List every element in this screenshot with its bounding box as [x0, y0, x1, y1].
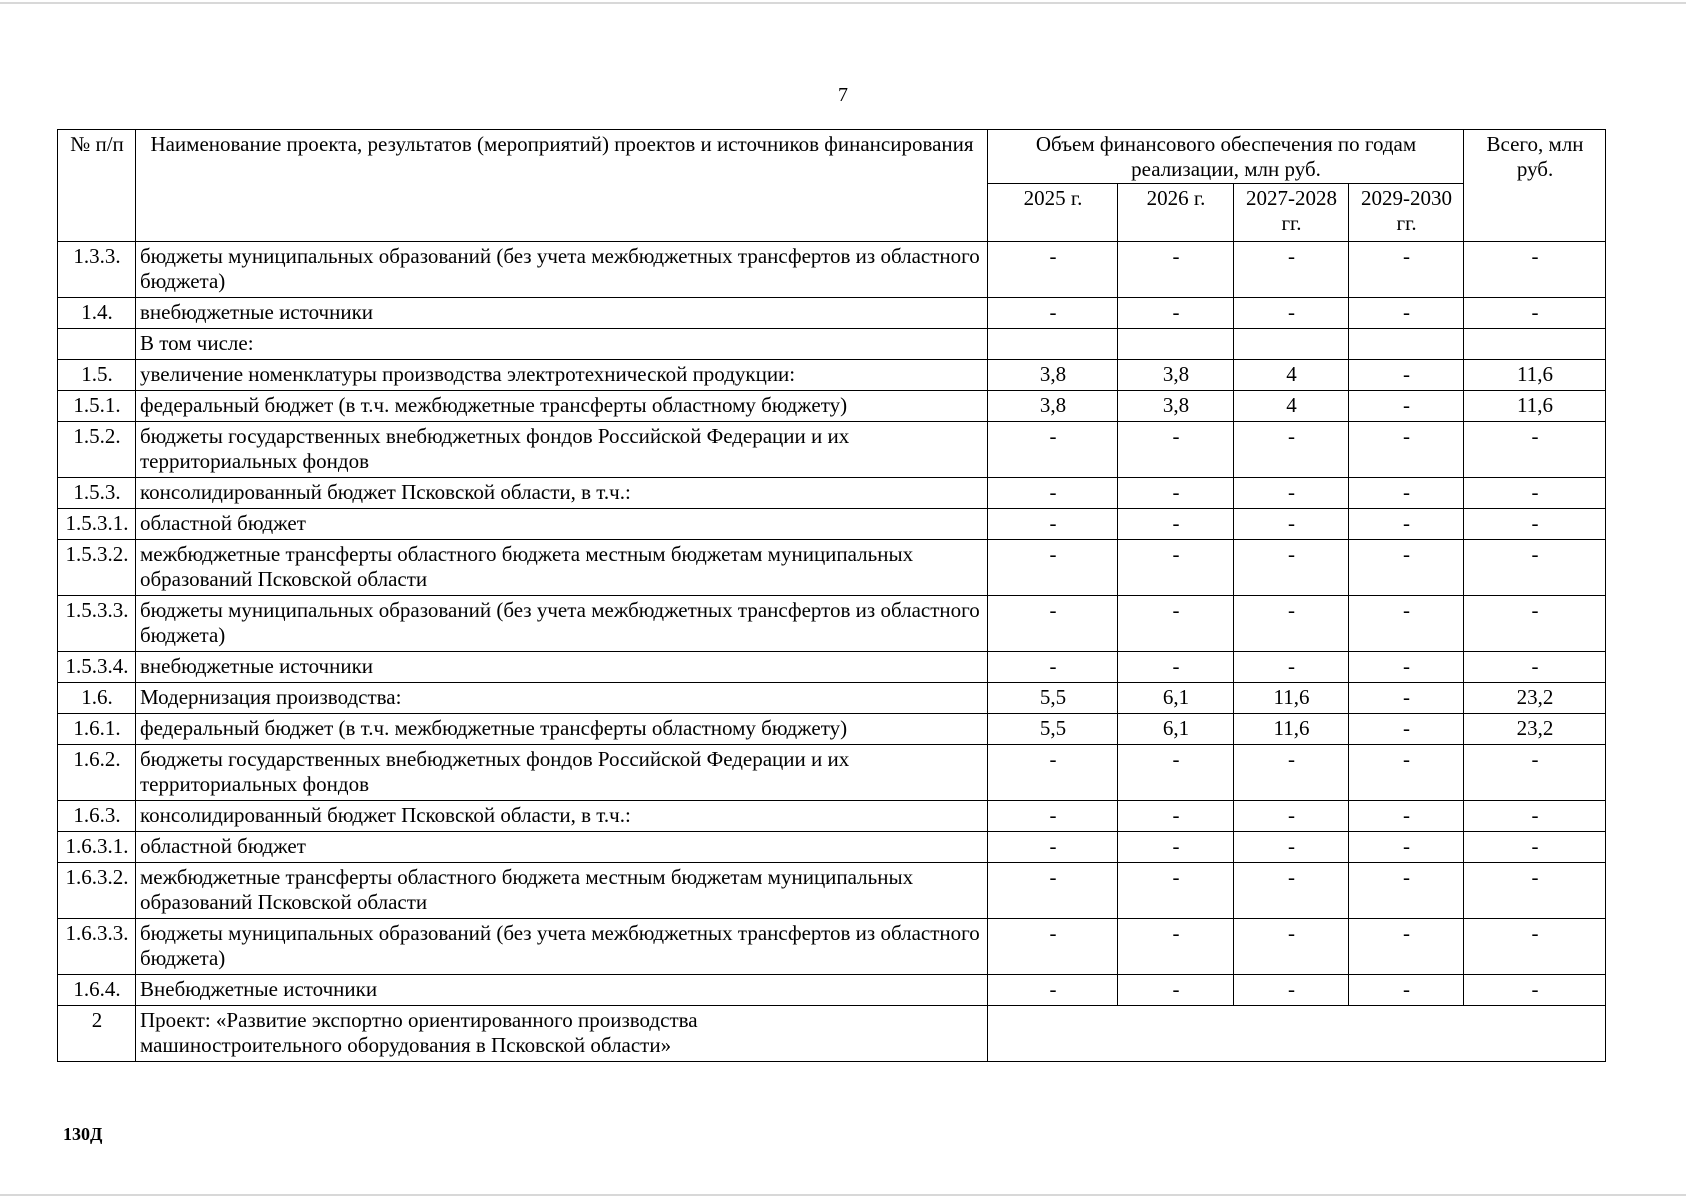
table-row: [58, 329, 1606, 360]
table-row: [58, 478, 1606, 509]
value-2029-2030: -: [1349, 360, 1464, 391]
value-total: -: [1464, 478, 1606, 509]
value-total: -: [1464, 801, 1606, 832]
value-2025: -: [988, 242, 1118, 298]
table-row: [58, 540, 1606, 596]
value-2026: -: [1118, 478, 1234, 509]
table-row: [58, 422, 1606, 478]
value-2029-2030: -: [1349, 652, 1464, 683]
row-name: увеличение номенклатуры производства электротехнической продукции:: [136, 360, 988, 391]
row-name: федеральный бюджет (в т.ч. межбюджетные трансферты областному бюджету): [136, 714, 988, 745]
project-name: Проект: «Развитие экспортно ориентированного производства машиностроительного оборудования в Псковской области»: [136, 1006, 988, 1062]
header-year-2027-2028: 2027-2028 гг.: [1234, 184, 1349, 242]
value-2025: -: [988, 919, 1118, 975]
value-2029-2030: -: [1349, 714, 1464, 745]
value-total: -: [1464, 422, 1606, 478]
table-body: [58, 242, 1606, 1062]
value-2026: -: [1118, 745, 1234, 801]
table-row: [58, 714, 1606, 745]
value-2029-2030: -: [1349, 391, 1464, 422]
value-2026: -: [1118, 975, 1234, 1006]
row-number: 1.6.4.: [58, 975, 136, 1006]
value-2026: -: [1118, 801, 1234, 832]
row-number: 1.5.3.1.: [58, 509, 136, 540]
row-number: 1.6.3.2.: [58, 863, 136, 919]
value-total: -: [1464, 863, 1606, 919]
table-row: [58, 919, 1606, 975]
value-2025: -: [988, 596, 1118, 652]
row-number: 1.5.3.3.: [58, 596, 136, 652]
value-total: 23,2: [1464, 683, 1606, 714]
table-row: [58, 596, 1606, 652]
value-2025: [988, 329, 1118, 360]
row-number: 1.6.1.: [58, 714, 136, 745]
value-total: -: [1464, 919, 1606, 975]
value-2025: -: [988, 509, 1118, 540]
value-2027-2028: 4: [1234, 360, 1349, 391]
row-number: 1.6.3.: [58, 801, 136, 832]
header-row-top: [58, 130, 1606, 184]
table-row: [58, 391, 1606, 422]
header-total: Всего, млн руб.: [1464, 130, 1606, 242]
row-number: 1.5.2.: [58, 422, 136, 478]
value-2029-2030: -: [1349, 596, 1464, 652]
value-2026: 3,8: [1118, 360, 1234, 391]
table-row: [58, 863, 1606, 919]
table-row: [58, 242, 1606, 298]
value-2027-2028: 4: [1234, 391, 1349, 422]
scan-edge-bottom: [0, 1194, 1686, 1196]
table-row: [58, 745, 1606, 801]
value-2026: -: [1118, 422, 1234, 478]
value-2025: -: [988, 745, 1118, 801]
value-2026: -: [1118, 596, 1234, 652]
value-2027-2028: -: [1234, 540, 1349, 596]
table-row: [58, 360, 1606, 391]
value-total: 11,6: [1464, 391, 1606, 422]
row-name: консолидированный бюджет Псковской области, в т.ч.:: [136, 801, 988, 832]
value-2026: 6,1: [1118, 683, 1234, 714]
row-name: межбюджетные трансферты областного бюджета местным бюджетам муниципальных образований Псковской области: [136, 540, 988, 596]
row-name: внебюджетные источники: [136, 298, 988, 329]
value-2027-2028: -: [1234, 242, 1349, 298]
value-2026: -: [1118, 863, 1234, 919]
value-2026: -: [1118, 242, 1234, 298]
value-total: -: [1464, 540, 1606, 596]
row-number: 1.5.1.: [58, 391, 136, 422]
value-total: -: [1464, 298, 1606, 329]
value-2027-2028: [1234, 329, 1349, 360]
row-number: 1.3.3.: [58, 242, 136, 298]
value-2029-2030: -: [1349, 863, 1464, 919]
row-name: Внебюджетные источники: [136, 975, 988, 1006]
value-total: 23,2: [1464, 714, 1606, 745]
value-2026: -: [1118, 540, 1234, 596]
value-2026: -: [1118, 652, 1234, 683]
row-number: 1.6.2.: [58, 745, 136, 801]
value-total: -: [1464, 832, 1606, 863]
value-2027-2028: -: [1234, 832, 1349, 863]
value-2025: -: [988, 422, 1118, 478]
value-2029-2030: -: [1349, 298, 1464, 329]
value-total: -: [1464, 242, 1606, 298]
row-number: 1.5.: [58, 360, 136, 391]
value-2029-2030: -: [1349, 478, 1464, 509]
row-number: 1.6.: [58, 683, 136, 714]
value-2027-2028: -: [1234, 478, 1349, 509]
header-name: Наименование проекта, результатов (мероприятий) проектов и источников финансирования: [136, 130, 988, 242]
value-2025: -: [988, 863, 1118, 919]
value-total: [1464, 329, 1606, 360]
row-number: 1.6.3.1.: [58, 832, 136, 863]
value-2027-2028: -: [1234, 801, 1349, 832]
value-2025: -: [988, 478, 1118, 509]
value-2026: 3,8: [1118, 391, 1234, 422]
footer-code: 130Д: [63, 1124, 103, 1144]
value-2029-2030: -: [1349, 801, 1464, 832]
value-2027-2028: -: [1234, 863, 1349, 919]
value-2025: 3,8: [988, 391, 1118, 422]
row-number: 1.4.: [58, 298, 136, 329]
table-row: [58, 652, 1606, 683]
value-2029-2030: -: [1349, 919, 1464, 975]
row-name: бюджеты муниципальных образований (без учета межбюджетных трансфертов из областного бюджета): [136, 919, 988, 975]
value-2026: -: [1118, 298, 1234, 329]
value-2027-2028: -: [1234, 509, 1349, 540]
row-name: бюджеты муниципальных образований (без учета межбюджетных трансфертов из областного бюджета): [136, 242, 988, 298]
value-2025: -: [988, 832, 1118, 863]
table-row: [58, 509, 1606, 540]
value-2029-2030: -: [1349, 422, 1464, 478]
value-2026: -: [1118, 509, 1234, 540]
value-2025: 5,5: [988, 714, 1118, 745]
value-total: -: [1464, 975, 1606, 1006]
value-2025: -: [988, 975, 1118, 1006]
value-2027-2028: -: [1234, 298, 1349, 329]
value-2029-2030: -: [1349, 540, 1464, 596]
value-total: -: [1464, 596, 1606, 652]
row-name: внебюджетные источники: [136, 652, 988, 683]
value-total: 11,6: [1464, 360, 1606, 391]
row-name: бюджеты муниципальных образований (без учета межбюджетных трансфертов из областного бюджета): [136, 596, 988, 652]
project-row: [58, 1006, 1606, 1062]
value-2029-2030: -: [1349, 509, 1464, 540]
row-name: консолидированный бюджет Псковской области, в т.ч.:: [136, 478, 988, 509]
table-row: [58, 975, 1606, 1006]
row-name: Модернизация производства:: [136, 683, 988, 714]
row-number: [58, 329, 136, 360]
row-name: областной бюджет: [136, 832, 988, 863]
value-2027-2028: -: [1234, 422, 1349, 478]
row-number: 1.5.3.: [58, 478, 136, 509]
value-2026: 6,1: [1118, 714, 1234, 745]
header-volume: Объем финансового обеспечения по годам реализации, млн руб.: [988, 130, 1464, 184]
table-row: [58, 683, 1606, 714]
finance-table: [57, 129, 1606, 1062]
header-year-2029-2030: 2029-2030 гг.: [1349, 184, 1464, 242]
project-number: 2: [58, 1006, 136, 1062]
value-2029-2030: -: [1349, 975, 1464, 1006]
row-number: 1.5.3.2.: [58, 540, 136, 596]
value-total: -: [1464, 745, 1606, 801]
row-name: В том числе:: [136, 329, 988, 360]
value-2027-2028: -: [1234, 919, 1349, 975]
row-name: бюджеты государственных внебюджетных фондов Российской Федерации и их территориальных фондов: [136, 745, 988, 801]
row-name: бюджеты государственных внебюджетных фондов Российской Федерации и их территориальных фондов: [136, 422, 988, 478]
table-row: [58, 298, 1606, 329]
row-name: межбюджетные трансферты областного бюджета местным бюджетам муниципальных образований Псковской области: [136, 863, 988, 919]
value-2025: -: [988, 298, 1118, 329]
page-number: 7: [838, 84, 848, 106]
row-number: 1.5.3.4.: [58, 652, 136, 683]
table-row: [58, 832, 1606, 863]
value-2029-2030: -: [1349, 242, 1464, 298]
value-2026: -: [1118, 832, 1234, 863]
value-2029-2030: -: [1349, 683, 1464, 714]
value-2025: -: [988, 801, 1118, 832]
project-values-empty: [988, 1006, 1606, 1062]
value-2027-2028: -: [1234, 975, 1349, 1006]
value-2025: -: [988, 540, 1118, 596]
value-2029-2030: -: [1349, 745, 1464, 801]
scan-edge-top: [0, 2, 1686, 4]
value-2027-2028: -: [1234, 652, 1349, 683]
value-2027-2028: -: [1234, 745, 1349, 801]
value-2026: -: [1118, 919, 1234, 975]
row-name: областной бюджет: [136, 509, 988, 540]
value-2029-2030: -: [1349, 832, 1464, 863]
value-2025: -: [988, 652, 1118, 683]
value-2025: 5,5: [988, 683, 1118, 714]
value-2027-2028: -: [1234, 596, 1349, 652]
header-num: № п/п: [58, 130, 136, 242]
table-row: [58, 801, 1606, 832]
value-2029-2030: [1349, 329, 1464, 360]
value-2025: 3,8: [988, 360, 1118, 391]
header-year-2025: 2025 г.: [988, 184, 1118, 242]
header-year-2026: 2026 г.: [1118, 184, 1234, 242]
value-2027-2028: 11,6: [1234, 683, 1349, 714]
row-number: 1.6.3.3.: [58, 919, 136, 975]
value-2027-2028: 11,6: [1234, 714, 1349, 745]
value-2026: [1118, 329, 1234, 360]
value-total: -: [1464, 652, 1606, 683]
row-name: федеральный бюджет (в т.ч. межбюджетные трансферты областному бюджету): [136, 391, 988, 422]
value-total: -: [1464, 509, 1606, 540]
